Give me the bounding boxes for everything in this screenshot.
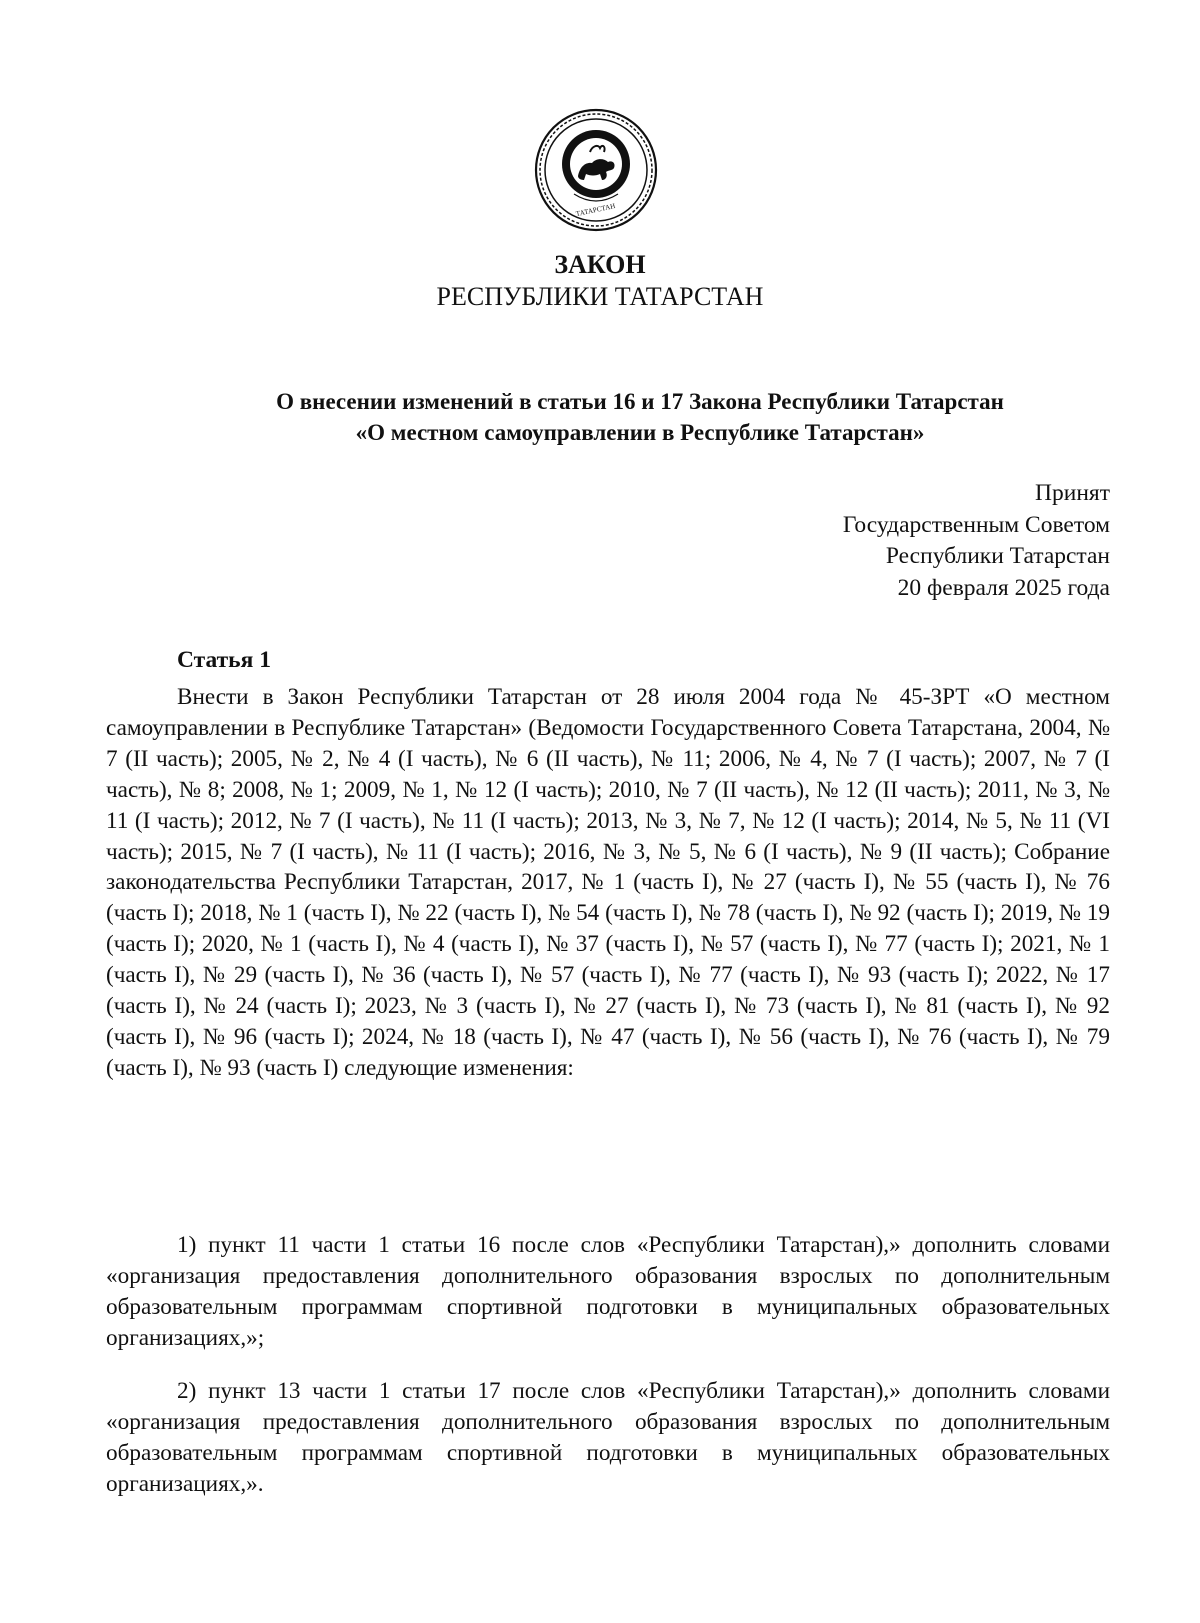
law-title: ЗАКОН bbox=[554, 250, 646, 279]
law-subject bbox=[160, 386, 1120, 448]
article-item-2: 2) пункт 13 части 1 статьи 17 после слов «Республики Татарстан),» дополнить словами «организация предоставления дополнительного образования взрослых по дополнительным образовательным программам спортивной подготовки в муниципальных образовательных организациях,». bbox=[106, 1378, 1110, 1497]
adopted-line-1: Принят bbox=[1035, 480, 1110, 506]
subject-line-2: «О местном самоуправлении в Республике Татарстан» bbox=[355, 420, 925, 445]
adopted-line-2: Государственным Советом bbox=[842, 511, 1110, 538]
svg-text:ТАТАРСТАН: ТАТАРСТАН bbox=[575, 201, 617, 219]
subject-line-1: О внесении изменений в статьи 16 и 17 Закона Республики Татарстан bbox=[276, 389, 1004, 414]
article-heading: Статья 1 bbox=[177, 647, 271, 673]
adopted-date: 20 февраля 2025 года bbox=[897, 574, 1110, 601]
tatarstan-emblem-icon bbox=[534, 108, 658, 232]
adopted-line-3: Республики Татарстан bbox=[885, 543, 1110, 569]
article-intro-paragraph: Внести в Закон Республики Татарстан от 28 июля 2004 года № 45-ЗРТ «О местном самоуправлении в Республике Татарстан» (Ведомости Государственного Совета Татарстана, 2004, № 7 (II часть); 2005, № 2, № 4 (I часть), № 6 (II часть), № 11; 2006, № 4, № 7 (I часть); 2007, № 7 (I часть), № 8; 2008, № 1; 2009, № 1, № 12 (I часть); 2010, № 7 (II часть), № 12 (II часть); 2011, № 3, № 11 (I часть); 2012, № 7 (I часть), № 11 (I часть); 2013, № 3, № 7, № 12 (I часть); 2014, № 5, № 11 (VI часть); 2015, № 7 (I часть), № 11 (I часть); 2016, № 3, № 5, № 6 (I часть), № 9 (II часть); Собрание законодательства Республики Татарстан, 2017, № 1 (часть I), № 27 (часть I), № 55 (часть I), № 76 (часть I); 2018, № 1 (часть I), № 22 (часть I), № 54 (часть I), № 78 (часть I), № 92 (часть I); 2019, № 19 (часть I); 2020, № 1 (часть I), № 4 (часть I), № 37 (часть I), № 57 (часть I), № 77 (часть I); 2021, № 1 (часть I), № 29 (часть I), № 36 (часть I), № 57 (часть I), № 77 (часть I), № 93 (часть I); 2022, № 17 (часть I), № 24 (часть I); 2023, № 3 (часть I), № 27 (часть I), № 73 (часть I), № 81 (часть I), № 92 (часть I), № 96 (часть I); 2024, № 18 (часть I), № 47 (часть I), № 56 (часть I), № 76 (часть I), № 79 (часть I), № 93 (часть I) следующие изменения: bbox=[106, 684, 1110, 1081]
article-item-1: 1) пункт 11 части 1 статьи 16 после слов «Республики Татарстан),» дополнить словами «организация предоставления дополнительного образования взрослых по дополнительным образовательным программам спортивной подготовки в муниципальных образовательных организациях,»; bbox=[106, 1232, 1110, 1351]
law-republic: РЕСПУБЛИКИ ТАТАРСТАН bbox=[436, 282, 764, 311]
adoption-block bbox=[843, 478, 1110, 604]
